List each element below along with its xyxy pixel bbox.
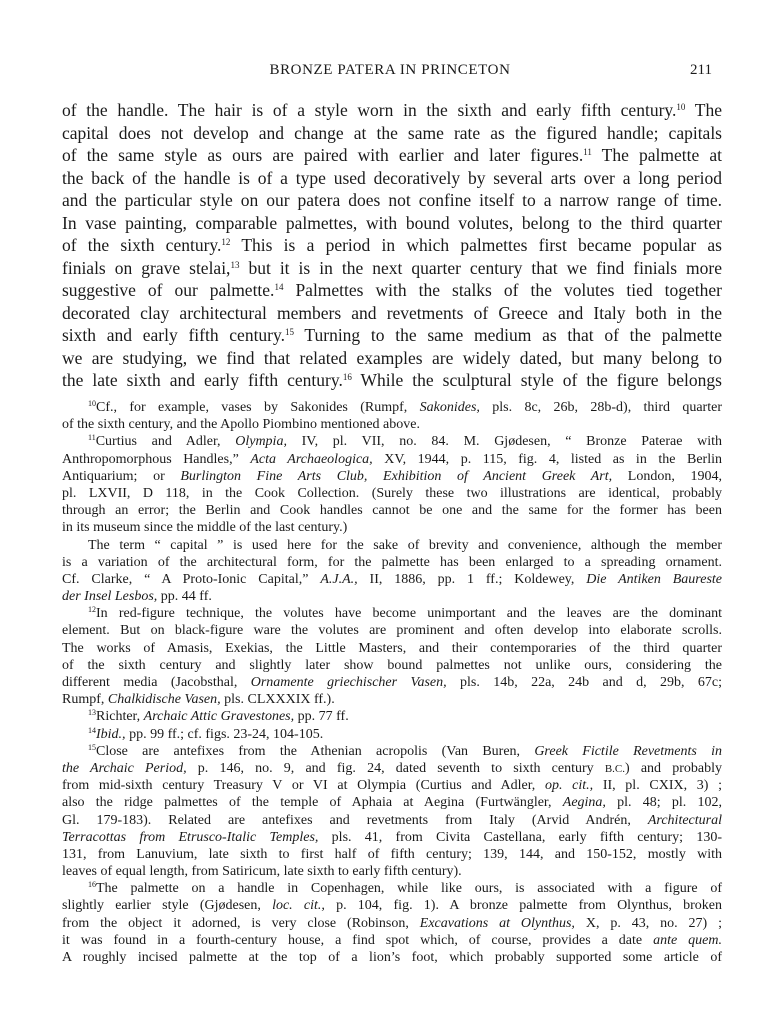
footnote-line: element. But on black-figure ware the volutes are prominent and often develop into elaborate scrolls. xyxy=(62,623,722,639)
footnote-line: Gl. 179-183). Related are antefixes and revetments from Italy (Arvid Andrén, Architectural xyxy=(62,812,722,828)
body-line: sixth and early fifth century.$^{15}$ Turning to the same medium as that of the palmette xyxy=(62,325,723,345)
body-line: suggestive of our palmette.$^{14}$ Palmettes with the stalks of the volutes tied together xyxy=(62,280,722,300)
footnote-ref: 13 xyxy=(230,259,240,270)
footnote-ref: 16 xyxy=(342,372,352,382)
footnote-11: $^{11}$Curtius and Adler, Olympia, IV, pl. VII, no. 84. M. Gjødesen, “ Bronze Paterae with xyxy=(88,433,723,450)
body-line: we are studying, we find that related examples are widely dated, but many belong to xyxy=(62,347,722,368)
footnote-line: 131, from Lanuvium, late sixth to first half of fifth century; 139, 144, and 150-152, mostly with xyxy=(62,846,722,862)
footnotes xyxy=(62,399,722,966)
footnote-line: slightly earlier style (Gjødesen, loc. cit., p. 104, fig. 1). A bronze palmette from Olynthus, broken xyxy=(62,898,722,914)
footnote-line: Cf. Clarke, “ A Proto-Ionic Capital,” A.J.A., II, 1886, pp. 1 ff.; Koldewey, Die Antiken Baureste xyxy=(62,571,723,587)
running-title: BRONZE PATERA IN PRINCETON xyxy=(269,62,511,78)
footnote-ref: 10 xyxy=(676,102,686,112)
footnote-line: through an error; the Berlin and Cook handles cannot be one and the same for the former has been xyxy=(62,503,722,519)
footnote-line: The works of Amasis, Exekias, the Little Masters, and their contemporaries of the third quarter xyxy=(62,640,722,656)
footnote-16: $^{16}$The palmette on a handle in Copenhagen, while like ours, is associated with a figure of xyxy=(88,880,722,897)
page-header xyxy=(62,62,718,86)
footnote-13: $^{13}$Richter, Archaic Attic Gravestones, pp. 77 ff. xyxy=(88,708,349,725)
footnote-line: A roughly incised palmette at the top of a lion’s foot, which probably supported some article of xyxy=(62,950,722,965)
footnote-line: leaves of equal length, from Satiricum, late sixth to early fifth century). xyxy=(62,864,462,880)
footnote-line: Antiquarium; or Burlington Fine Arts Club, Exhibition of Ancient Greek Art, London, 1904, xyxy=(62,468,722,484)
body-paragraph xyxy=(62,99,722,392)
footnote-line: Terracottas from Etrusco-Italic Temples, pls. 41, from Civita Castellana, early fifth century; 130- xyxy=(62,829,722,845)
footnote-line: pl. LXVII, D 118, in the Cook Collection. (Surely these two illustrations are identical, probably xyxy=(62,485,722,501)
footnote-line: of the sixth century and slightly later show bound palmettes not unlike ours, considering the xyxy=(62,657,722,673)
body-line: of the handle. The hair is of a style worn in the sixth and early fifth century.$^{10}$ The xyxy=(62,100,722,120)
footnote-ref: 11 xyxy=(583,147,592,157)
footnote-line: is a variation of the architectural form, for the palmette has been enlarged to a spreading ornament. xyxy=(62,554,722,570)
footnote-ref: 15 xyxy=(285,327,295,337)
footnote-ref: 14 xyxy=(274,282,284,292)
footnote-line: in its museum since the middle of the last century.) xyxy=(62,520,348,536)
page-number: 211 xyxy=(690,62,712,78)
footnote-15: $^{15}$Close are antefixes from the Athenian acropolis (Van Buren, Greek Fictile Revetments in xyxy=(88,742,722,759)
body-line: decorated clay architectural members and revetments of Greece and Italy both in the xyxy=(62,302,722,323)
body-line: In vase painting, comparable palmettes, with bound volutes, belong to the third quarter xyxy=(62,212,722,233)
body-line: of the sixth century.$^{12}$ This is a period in which palmettes first became popular as xyxy=(62,235,722,255)
footnote-line: from mid-sixth century Treasury V or VI at Olympia (Curtius and Adler, op. cit., II, pl. CXIX, 3) ; xyxy=(62,778,722,794)
footnote-line: der Insel Lesbos, pp. 44 ff. xyxy=(62,589,212,605)
footnote-line: the Archaic Period, p. 146, no. 9, and fig. 24, dated seventh to sixth century B.C.) and probably xyxy=(62,760,722,776)
footnote-ref: 12 xyxy=(221,237,231,247)
footnote-10: $^{10}$Cf., for example, vases by Sakonides (Rumpf, Sakonides, pls. 8c, 26b, 28b-d), third quarter xyxy=(88,399,722,415)
body-line: finials on grave stelai,$^{13}$ but it is in the next quarter century that we find finials more xyxy=(62,257,722,278)
footnote-14: $^{14}$Ibid., pp. 99 ff.; cf. figs. 23-24, 104-105. xyxy=(88,725,324,742)
footnote-12: $^{12}$In red-figure technique, the volutes have become unimportant and the leaves are the dominant xyxy=(88,605,722,622)
footnote-line: Anthropomorphous Handles,” Acta Archaeologica, XV, 1944, p. 115, fig. 4, listed as in the Berlin xyxy=(62,451,722,467)
footnote-capital-note: The term “ capital ” is used here for the sake of brevity and convenience, although the member xyxy=(88,537,722,553)
body-line: the late sixth and early fifth century.$^{16}$ While the sculptural style of the figure belongs xyxy=(62,370,722,390)
footnote-line: of the sixth century, and the Apollo Piombino mentioned above. xyxy=(62,417,420,433)
footnote-line: from the object it adorned, is very close (Robinson, Excavations at Olynthus, X, p. 43, no. 27) ; xyxy=(62,915,722,931)
body-line: and the particular style on our patera does not confine itself to a narrow range of time. xyxy=(62,190,722,210)
footnote-line: Rumpf, Chalkidische Vasen, pls. CLXXXIX ff.). xyxy=(62,692,335,708)
body-line: the back of the handle is of a type used decoratively by several arts over a long period xyxy=(62,167,722,188)
body-line: of the same style as ours are paired with earlier and later figures.$^{11}$ The palmette at xyxy=(62,145,722,165)
footnote-line: different media (Jacobsthal, Ornamente griechischer Vasen, pls. 14b, 22a, 24b and d, 29b, 67c; xyxy=(62,675,722,690)
footnote-line: it was found in a fourth-century house, a find spot which, of course, provides a date ante quem. xyxy=(62,932,722,948)
body-line: capital does not develop and change at the same rate as the figured handle; capitals xyxy=(62,122,722,143)
footnote-line: also the ridge palmettes of the temple of Aphaia at Aegina (Furtwängler, Aegina, pl. 48; pl. 102, xyxy=(62,795,722,811)
